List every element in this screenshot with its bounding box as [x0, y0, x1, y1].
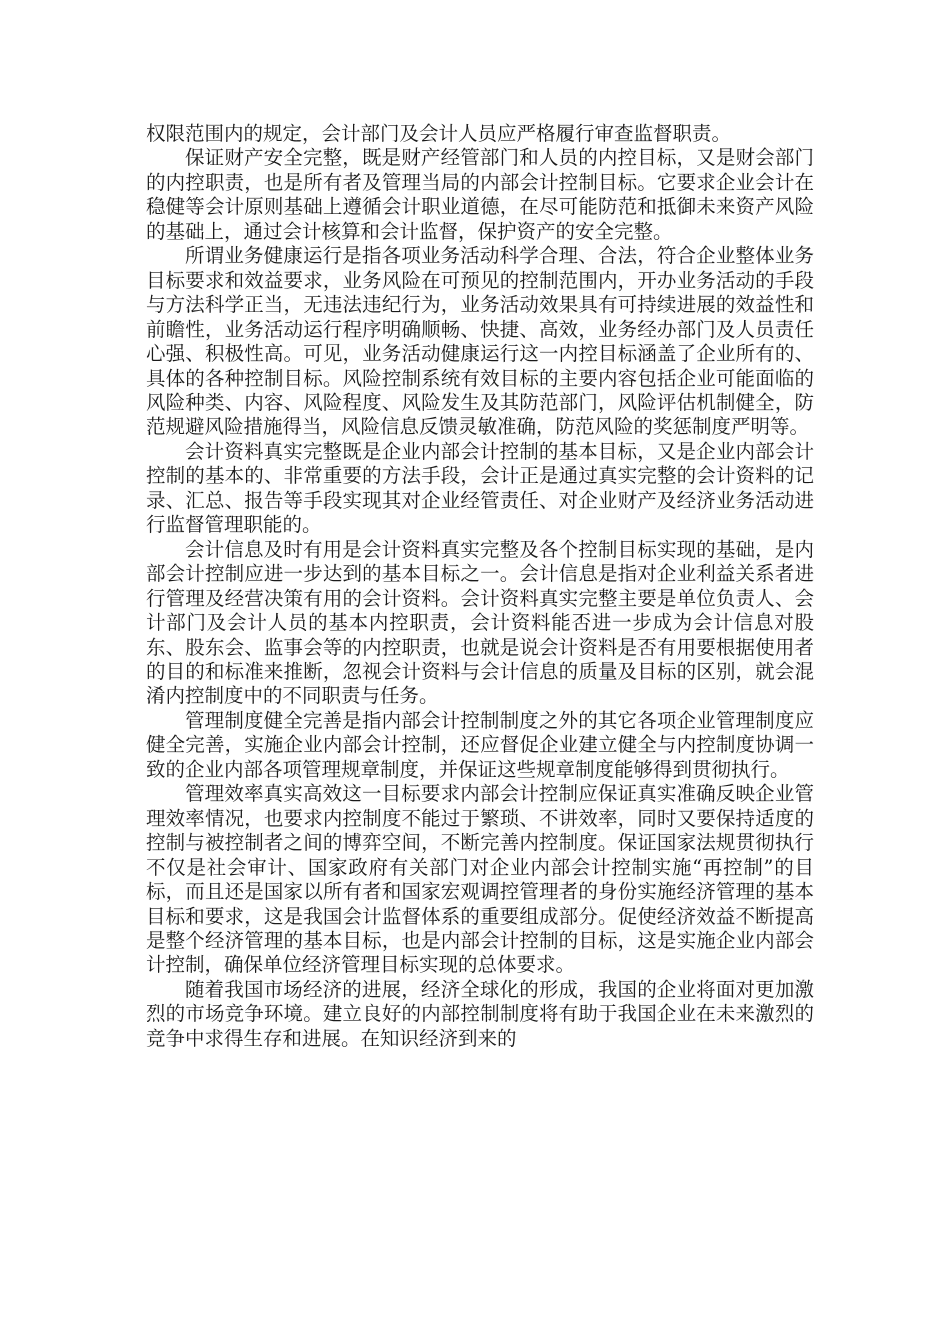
paragraph-1: 权限范围内的规定，会计部门及会计人员应严格履行审查监督职责。: [146, 122, 732, 145]
paragraph-2: 保证财产安全完整，既是财产经管部门和人员的内控目标，又是财会部门的内控职责，也是所有者及管理当局的内部会计控制目标。它要求企业会计在稳健等会计原则基础上遵循会计职业道德，在尽可能防范和抵御未来资产风险的基础上，通过会计核算和会计监督，保护资产的安全完整。: [146, 146, 814, 243]
document-body: [146, 122, 814, 1051]
paragraph-5: 会计信息及时有用是会计资料真实完整及各个控制目标实现的基础，是内部会计控制应进一步达到的基本目标之一。会计信息是指对企业利益关系者进行管理及经营决策有用的会计资料。会计资料真实完整主要是单位负责人、会计部门及会计人员的基本内控职责，会计资料能否进一步成为会计信息对股东、股东会、监事会等的内控职责，也就是说会计资料是否有用要根据使用者的目的和标准来推断，忽视会计资料与会计信息的质量及目标的区别，就会混淆内控制度中的不同职责与任务。: [146, 537, 814, 708]
paragraph-8: 随着我国市场经济的进展，经济全球化的形成，我国的企业将面对更加激烈的市场竞争环境。建立良好的内部控制制度将有助于我国企业在未来激烈的竞争中求得生存和进展。在知识经济到来的: [146, 977, 814, 1050]
paragraph-3: 所谓业务健康运行是指各项业务活动科学合理、合法，符合企业整体业务目标要求和效益要求，业务风险在可预见的控制范围内，开办业务活动的手段与方法科学正当，无违法违纪行为，业务活动效果具有可持续进展的效益性和前瞻性，业务活动运行程序明确顺畅、快捷、高效，业务经办部门及人员责任心强、积极性高。可见，业务活动健康运行这一内控目标涵盖了企业所有的、具体的各种控制目标。风险控制系统有效目标的主要内容包括企业可能面临的风险种类、内容、风险程度、风险发生及其防范部门，风险评估机制健全，防范规避风险措施得当，风险信息反馈灵敏准确，防范风险的奖惩制度严明等。: [146, 244, 814, 439]
paragraph-4: 会计资料真实完整既是企业内部会计控制的基本目标，又是企业内部会计控制的基本的、非常重要的方法手段，会计正是通过真实完整的会计资料的记录、汇总、报告等手段实现其对企业经管责任、对企业财产及经济业务活动进行监督管理职能的。: [146, 439, 814, 537]
paragraph-6: 管理制度健全完善是指内部会计控制制度之外的其它各项企业管理制度应健全完善，实施企业内部会计控制，还应督促企业建立健全与内控制度协调一致的企业内部各项管理规章制度，并保证这些规章制度能够得到贯彻执行。: [146, 708, 814, 781]
paragraph-7: 管理效率真实高效这一目标要求内部会计控制应保证真实准确反映企业管理效率情况，也要求内控制度不能过于繁琐、不讲效率，同时又要保持适度的控制与被控制者之间的博弈空间，不断完善内控制度。保证国家法规贯彻执行不仅是社会审计、国家政府有关部门对企业内部会计控制实施“再控制”的目标，而且还是国家以所有者和国家宏观调控管理者的身份实施经济管理的基本目标和要求，这是我国会计监督体系的重要组成部分。促使经济效益不断提高是整个经济管理的基本目标，也是内部会计控制的目标，这是实施企业内部会计控制，确保单位经济管理目标实现的总体要求。: [146, 782, 814, 977]
